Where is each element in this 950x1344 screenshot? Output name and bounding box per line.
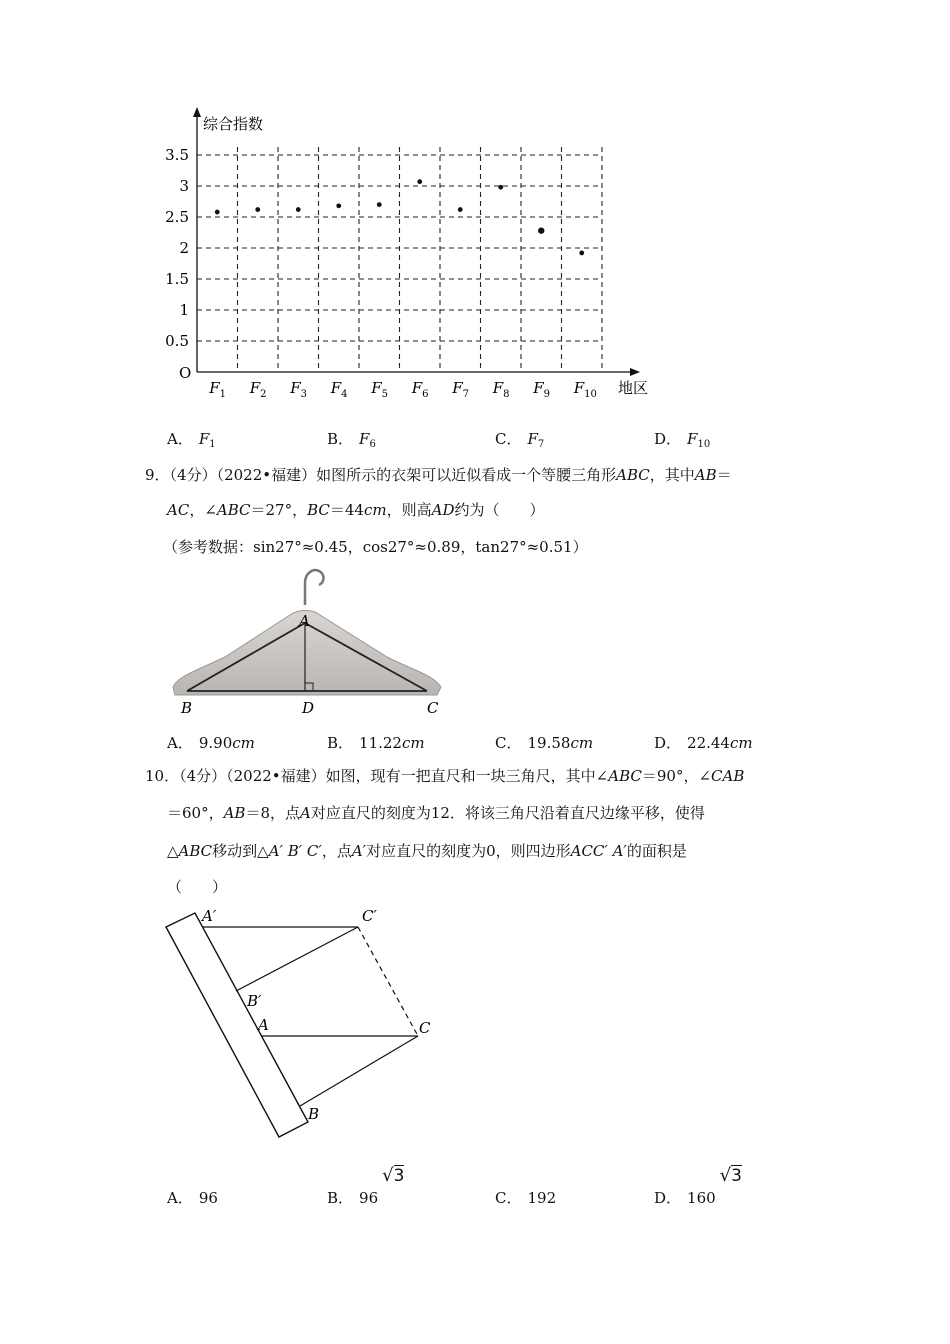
- text: 对应直尺的刻度为0，则四边形: [366, 842, 571, 860]
- q9-reference-data: （参考数据：sin27°≈0.45，cos27°≈0.89，tan27°≈0.51）: [163, 538, 588, 556]
- option-label: A．: [167, 430, 193, 448]
- var: ABC: [616, 466, 650, 484]
- option-value: 160: [687, 1189, 716, 1207]
- x-category-label: $F_4$: [330, 379, 348, 400]
- option-value: 96: [198, 1189, 218, 1207]
- option-unit: cm: [401, 734, 425, 752]
- option-label: B．: [327, 1189, 354, 1207]
- option-label: D．: [654, 1189, 682, 1207]
- data-point: [498, 185, 503, 190]
- data-point: [215, 210, 220, 215]
- option-sub: 6: [369, 439, 376, 450]
- sqrt-symbol: √3: [382, 1165, 405, 1186]
- q8-option-b[interactable]: [327, 428, 376, 450]
- option-sub: 7: [537, 439, 545, 450]
- q10-stem-line4: （ ）: [167, 878, 228, 896]
- q9-stem-line2: [167, 500, 545, 520]
- chart-grid: [197, 147, 602, 372]
- text: ＝44: [329, 501, 364, 519]
- x-axis-arrow: [630, 368, 640, 376]
- x-category-label: $F_5$: [371, 379, 389, 400]
- point-label-c1: C′: [362, 907, 377, 925]
- q9-option-b[interactable]: [327, 732, 425, 753]
- option-value: 192: [527, 1189, 557, 1207]
- data-point: [296, 207, 301, 212]
- option-label: D．: [654, 734, 682, 752]
- ruler: [166, 913, 308, 1137]
- text: ＝60°，: [167, 804, 224, 822]
- q10-option-a[interactable]: [167, 1187, 218, 1208]
- y-tick-label: 1: [179, 301, 189, 319]
- x-category-label: $F_3$: [290, 379, 308, 400]
- x-category-label: $F_1$: [209, 379, 227, 400]
- text: ，点: [321, 842, 352, 860]
- option-value: 96: [359, 1189, 379, 1207]
- var: CAB: [711, 767, 745, 785]
- option-value: 9.90: [198, 734, 233, 752]
- point-label-c: C: [419, 1019, 431, 1037]
- y-tick-label: 1.5: [165, 270, 189, 288]
- y-axis-arrow: [193, 107, 201, 117]
- text: ＝27°，: [250, 501, 308, 519]
- text: ，则高: [386, 501, 432, 519]
- option-label: A．: [167, 734, 193, 752]
- segment-c1-b1: [236, 927, 358, 991]
- sqrt-radicand: 3: [731, 1166, 742, 1186]
- segment-c-b: [300, 1036, 418, 1106]
- var: ABC: [216, 501, 251, 519]
- var: ACC′ A′: [570, 842, 627, 860]
- q10-stem-line3: [167, 841, 687, 861]
- q10-stem-line1: [145, 766, 744, 786]
- text: ＝90°，∠: [641, 767, 712, 785]
- data-point: [336, 203, 341, 208]
- var: AB: [694, 466, 717, 484]
- var: A′: [351, 842, 367, 860]
- y-tick-label: 0.5: [165, 332, 189, 350]
- option-unit: cm: [232, 734, 255, 752]
- data-point: [255, 207, 260, 212]
- point-label-b1: B′: [247, 992, 262, 1010]
- option-label: C．: [495, 430, 522, 448]
- q9-option-d[interactable]: [654, 732, 753, 753]
- point-label-a: A: [299, 612, 310, 630]
- ruler-triangle-figure: [160, 905, 450, 1145]
- q8-option-a[interactable]: [167, 428, 216, 450]
- q9-option-c[interactable]: [495, 732, 593, 753]
- point-label-c: C: [427, 699, 439, 717]
- text: 约为（ ）: [454, 501, 545, 519]
- q9-option-a[interactable]: [167, 732, 255, 753]
- option-label: C．: [495, 734, 522, 752]
- y-tick-label: 3.5: [165, 146, 189, 164]
- text: ，其中: [649, 466, 695, 484]
- x-category-label: $F_{10}$: [573, 379, 597, 400]
- x-axis-label: 地区: [618, 379, 649, 397]
- text: 的面积是: [626, 842, 687, 860]
- sqrt-radicand: 3: [393, 1166, 405, 1186]
- var: BC: [307, 501, 330, 519]
- option-unit: cm: [729, 734, 753, 752]
- chart-ticks: [165, 146, 189, 350]
- text: ＝8，点: [245, 804, 300, 822]
- data-point: [538, 227, 544, 233]
- option-label: D．: [654, 430, 682, 448]
- data-point: [579, 251, 584, 256]
- q10-option-c[interactable]: [495, 1187, 556, 1208]
- x-category-label: $F_9$: [533, 379, 551, 400]
- option-value: 22.44: [687, 734, 730, 752]
- var: ABC: [608, 767, 642, 785]
- var: A: [300, 804, 311, 822]
- data-point: [377, 202, 382, 207]
- var: AC: [167, 501, 190, 519]
- point-label-a: A: [258, 1016, 269, 1034]
- option-value: F: [198, 430, 210, 448]
- chart-axes: [193, 107, 640, 376]
- option-value: F: [687, 430, 698, 448]
- option-label: A．: [167, 1189, 193, 1207]
- y-tick-label: 2: [179, 239, 189, 257]
- option-value: F: [527, 430, 538, 448]
- y-tick-label: 2.5: [165, 208, 189, 226]
- var: ABC: [178, 842, 213, 860]
- q10-option-b[interactable]: [327, 1165, 405, 1208]
- point-label-b: B: [181, 699, 193, 717]
- point-label-b: B: [308, 1105, 320, 1123]
- x-category-label: $F_2$: [249, 379, 267, 400]
- text: ＝: [716, 466, 732, 484]
- data-point: [417, 179, 422, 184]
- option-sub: 1: [209, 439, 216, 450]
- data-point: [458, 207, 463, 212]
- scatter-chart: [150, 105, 670, 405]
- q8-option-d[interactable]: [654, 428, 710, 450]
- q10-option-d[interactable]: [654, 1165, 742, 1208]
- chart-x-categories: [208, 379, 597, 400]
- text: 9．（4分）（2022•福建）如图所示的衣架可以近似看成一个等腰三角形: [145, 466, 617, 484]
- option-value: F: [359, 430, 370, 448]
- q9-stem-line1: [145, 465, 732, 485]
- sqrt-symbol: √3: [719, 1165, 742, 1186]
- option-value: 11.22: [359, 734, 402, 752]
- option-label: B．: [327, 734, 354, 752]
- option-unit: cm: [570, 734, 594, 752]
- q10-stem-line2: [167, 803, 705, 823]
- option-value: 19.58: [527, 734, 571, 752]
- text: △: [167, 842, 179, 860]
- option-label: C．: [495, 1189, 522, 1207]
- x-category-label: $F_6$: [411, 379, 429, 400]
- var: A′ B′ C′: [268, 842, 322, 860]
- var: AD: [431, 501, 455, 519]
- text: ，∠: [189, 501, 217, 519]
- hanger-hook: [305, 570, 324, 605]
- text: 10．（4分）（2022•福建）如图，现有一把直尺和一块三角尺，其中∠: [145, 767, 609, 785]
- text: 移动到△: [212, 842, 269, 860]
- unit: cm: [363, 501, 387, 519]
- q8-option-c[interactable]: [495, 428, 544, 450]
- var: AB: [223, 804, 246, 822]
- point-label-d: D: [302, 699, 315, 717]
- option-sub: 10: [697, 439, 711, 450]
- x-category-label: $F_8$: [492, 379, 510, 400]
- y-tick-label: 3: [179, 177, 189, 195]
- y-axis-label: 综合指数: [203, 115, 264, 133]
- x-category-label: $F_7$: [452, 379, 470, 400]
- hanger-figure: [165, 565, 450, 720]
- origin-label: O: [179, 364, 192, 382]
- point-label-a1: A′: [202, 907, 217, 925]
- segment-c-c1-dashed: [358, 927, 418, 1036]
- option-label: B．: [327, 430, 354, 448]
- text: 对应直尺的刻度为12．将该三角尺沿着直尺边缘平移，使得: [310, 804, 705, 822]
